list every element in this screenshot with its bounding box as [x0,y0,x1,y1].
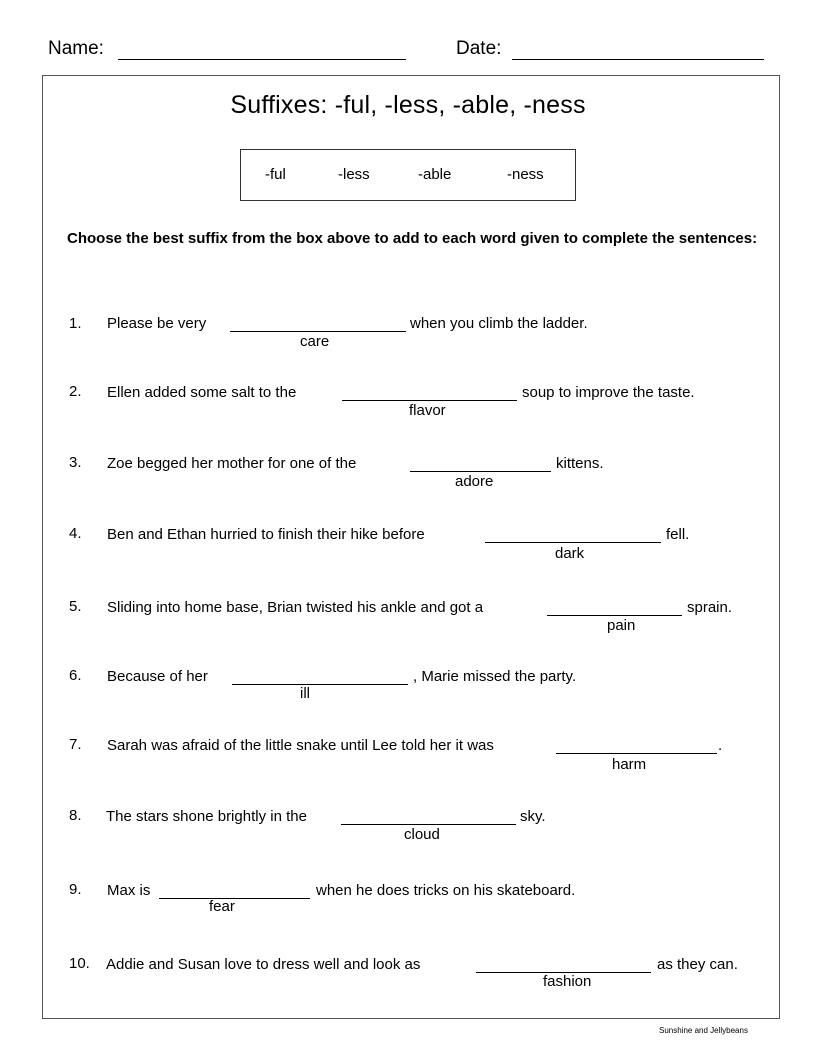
question-number: 8. [69,807,82,824]
question-text-before: Ellen added some salt to the [107,384,297,401]
question-text-before: Zoe begged her mother for one of the [107,455,357,472]
base-word: adore [455,473,494,490]
question-text-after: sprain. [687,599,733,616]
question-number: 3. [69,454,82,471]
answer-blank[interactable] [547,615,682,616]
question-text-after: soup to improve the taste. [522,384,695,401]
answer-blank[interactable] [232,684,408,685]
question-text-before: Addie and Susan love to dress well and look as [106,956,421,973]
question-text-after: when you climb the ladder. [410,315,588,332]
question-number: 4. [69,525,82,542]
question-text-after: , Marie missed the party. [413,668,577,685]
question-text-after: fell. [666,526,690,543]
answer-blank[interactable] [230,331,406,332]
question-text-after: as they can. [657,956,738,973]
footer-credit: Sunshine and Jellybeans [659,1026,748,1035]
answer-blank[interactable] [556,753,717,754]
question-text-after: when he does tricks on his skateboard. [316,882,576,899]
question-number: 7. [69,736,82,753]
base-word: pain [607,617,636,634]
question-text-before: Sarah was afraid of the little snake until Lee told her it was [107,737,494,754]
answer-blank[interactable] [485,542,661,543]
date-field[interactable] [512,59,764,60]
question-number: 10. [69,955,90,972]
question-text-after: kittens. [556,455,604,472]
suffix-able: -able [418,166,452,183]
question-number: 2. [69,383,82,400]
suffix-ness: -ness [507,166,544,183]
question-text-before: Sliding into home base, Brian twisted his ankle and got a [107,599,484,616]
worksheet-frame [42,75,780,1019]
question-text-before: Max is [107,882,151,899]
answer-blank[interactable] [342,400,517,401]
base-word: flavor [409,402,446,419]
suffix-less: -less [338,166,370,183]
question-number: 1. [69,315,82,332]
instructions: Choose the best suffix from the box above to add to each word given to complete the sentences: [67,230,758,247]
name-field[interactable] [118,59,406,60]
base-word: fashion [543,973,592,990]
page-title: Suffixes: -ful, -less, -able, -ness [230,91,586,119]
question-number: 6. [69,667,82,684]
name-label: Name: [48,38,104,59]
question-number: 5. [69,598,82,615]
question-text-after: . [718,737,723,754]
answer-blank[interactable] [410,471,551,472]
question-text-before: Because of her [107,668,208,685]
base-word: cloud [404,826,440,843]
base-word: care [300,333,330,350]
question-number: 9. [69,881,82,898]
suffix-ful: -ful [265,166,286,183]
answer-blank[interactable] [341,824,516,825]
base-word: fear [209,898,235,915]
question-text-before: Ben and Ethan hurried to finish their hike before [107,526,425,543]
base-word: ill [300,685,310,702]
question-text-before: Please be very [107,315,207,332]
base-word: dark [555,545,585,562]
question-text-after: sky. [520,808,546,825]
date-label: Date: [456,38,502,59]
question-text-before: The stars shone brightly in the [106,808,307,825]
base-word: harm [612,756,647,773]
